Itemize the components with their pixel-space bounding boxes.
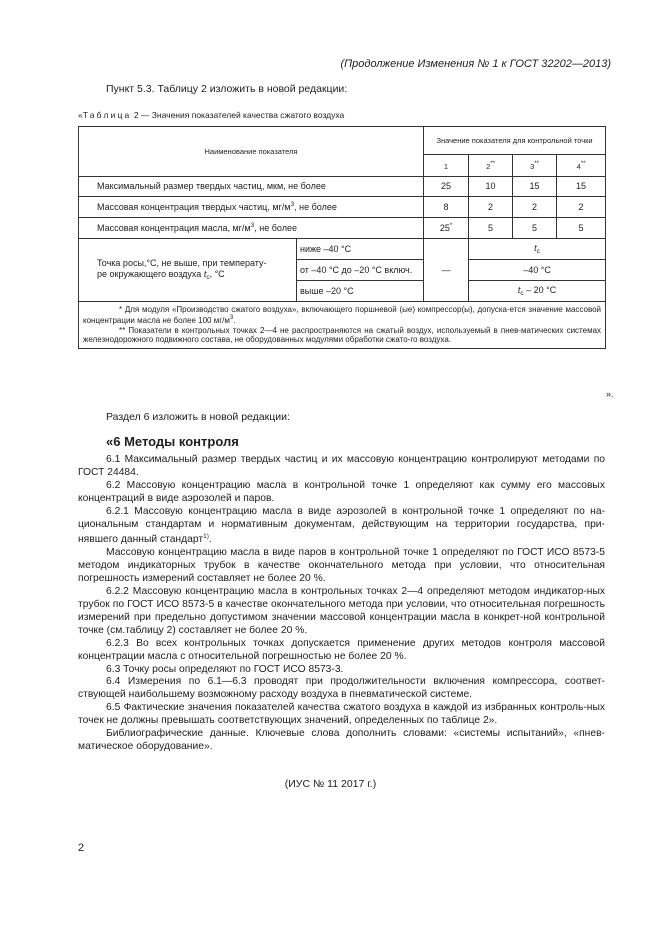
- dew-point-1-dash: —: [424, 239, 469, 302]
- table-close-quote: ».: [606, 389, 614, 399]
- table-row: [79, 197, 606, 218]
- header-point-3: 3**: [513, 155, 557, 177]
- row-name: Массовая концентрация масла, $мг/м^3$, не более: [79, 218, 424, 239]
- dew-value-3: $t_c - 20$ °С: [469, 281, 606, 302]
- header-indicator-name: Наименование показателя: [79, 127, 424, 177]
- table-caption: [78, 110, 344, 120]
- footnote-1: * Для модуля «Производство сжатого воздуха», включающего поршневой (ые) компрессор(ы), допуска-ется значение массовой концентрации масла не более 100 $мг/м^3$.: [83, 305, 602, 325]
- paragraph: 6.1 Максимальный размер твердых частиц и их массовую концентрацию контролируют методами по ГОСТ 24484.: [78, 454, 605, 478]
- paragraph: 6.2 Массовую концентрацию масла в контрольной точке 1 определяют как сумму его массовых концентраций в виде аэрозолей и паров.: [78, 479, 605, 504]
- paragraph: 6.5 Фактические значения показателей качества сжатого воздуха в каждой из избранных контроль-ных точек не должны превышать соответствующих значений, определенных по таблице 2».: [78, 702, 605, 727]
- value-cell: 25: [424, 177, 469, 197]
- row-name: Массовая концентрация твердых частиц, $мг/м^3$, не более: [79, 197, 424, 218]
- value-cell: 15: [557, 177, 606, 197]
- value-cell: 2: [469, 197, 513, 218]
- value-cell: 5: [469, 218, 513, 239]
- table-row: [79, 239, 606, 260]
- caption-open-quote: «: [78, 110, 83, 120]
- paragraph: 6.2.1 Массовую концентрацию масла в виде аэрозолей в контрольной точке 1 определяют по на-циональным стандартам и нормативным документам, действующим на территории государства, при-нявшего данный стандарт$^{1)}$.: [78, 505, 605, 546]
- value-cell: 5: [513, 218, 557, 239]
- header-point-2: 2**: [469, 155, 513, 177]
- table-row: [79, 177, 606, 197]
- dew-point-name: Точка росы,°С, не выше, при температу- ре окружающего воздуха $t_c$, °С: [79, 239, 297, 302]
- paragraph: Библиографические данные. Ключевые слова дополнить словами: «системы испытаний», «пнев-матическое оборудование».: [78, 728, 605, 752]
- header-point-1: 1: [424, 155, 469, 177]
- intro-text: Пункт 5.3. Таблицу 2 изложить в новой редакции:: [106, 83, 348, 95]
- caption-rest: 2 — Значения показателей качества сжатого воздуха: [131, 110, 345, 120]
- section6-intro: Раздел 6 изложить в новой редакции:: [106, 411, 290, 423]
- table-footnotes: [79, 302, 606, 349]
- ius-reference: (ИУС № 11 2017 г.): [284, 778, 377, 790]
- continuation-header: (Продолжение Изменения № 1 к ГОСТ 32202—2013): [340, 58, 611, 70]
- value-cell: 15: [513, 177, 557, 197]
- dew-condition: от –40 °С до –20 °С включ.: [297, 260, 424, 281]
- value-cell: 8: [424, 197, 469, 218]
- paragraph: 6.2.3 Во всех контрольных точках допускается применение других методов контроля массовой концентрации масла с относительной погрешностью не более 20 %.: [78, 637, 605, 662]
- footnote-row: [79, 302, 606, 349]
- dew-value-2: –40 °С: [469, 260, 606, 281]
- header-point-4: 4**: [557, 155, 606, 177]
- value-cell: 5: [557, 218, 606, 239]
- caption-word: Таблица: [82, 110, 132, 120]
- section-title: «6 Методы контроля: [106, 434, 239, 449]
- paragraph: 6.4 Измерения по 6.1—6.3 проводят при продолжительности включения компрессора, соответ-ствующей наибольшему возможному расходу воздуха в пневматической системе.: [78, 676, 605, 701]
- row-name: Максимальный размер твердых частиц, мкм, не более: [79, 177, 424, 197]
- dew-value-1: $t_c$: [469, 239, 606, 260]
- quality-table: [78, 126, 606, 349]
- dew-condition: выше –20 °С: [297, 281, 424, 302]
- section-body: [78, 454, 605, 754]
- value-cell: 2: [513, 197, 557, 218]
- value-cell: 25*: [424, 218, 469, 239]
- footnote-2: ** Показатели в контрольных точках 2—4 не распространяются на сжатый воздух, используемый в пнев-матических системах железнодорожного подвижного состава, не оборудованных модулями обработки сжато-го воздуха.: [83, 325, 602, 345]
- paragraph: 6.3 Точку росы определяют по ГОСТ ИСО 8573-3.: [106, 663, 344, 675]
- value-cell: 10: [469, 177, 513, 197]
- table-row: [79, 218, 606, 239]
- page-number: 2: [78, 842, 85, 854]
- value-cell: 2: [557, 197, 606, 218]
- paragraph: 6.2.2 Массовую концентрацию масла в контрольных точках 2—4 определяют методом индикатор-ных трубок по ГОСТ ИСО 8573-5 в качестве окончательного метода при условии, что относительная погрешность измерений при предельно допустимом значении массовой концентрации масла в конкрет-ной контрольной точке (см.таблицу 2) составляет не более 20 %.: [78, 586, 605, 636]
- header-point-values: Значение показателя для контрольной точки: [424, 127, 606, 155]
- dew-condition: ниже –40 °С: [297, 239, 424, 260]
- paragraph: Массовую концентрацию масла в виде паров в контрольной точке 1 определяют по ГОСТ ИСО 8573-5 методом индикаторных трубок в качестве окончательного метода при условии, что относительная погрешность измерений составляет не более 20 %.: [78, 547, 605, 585]
